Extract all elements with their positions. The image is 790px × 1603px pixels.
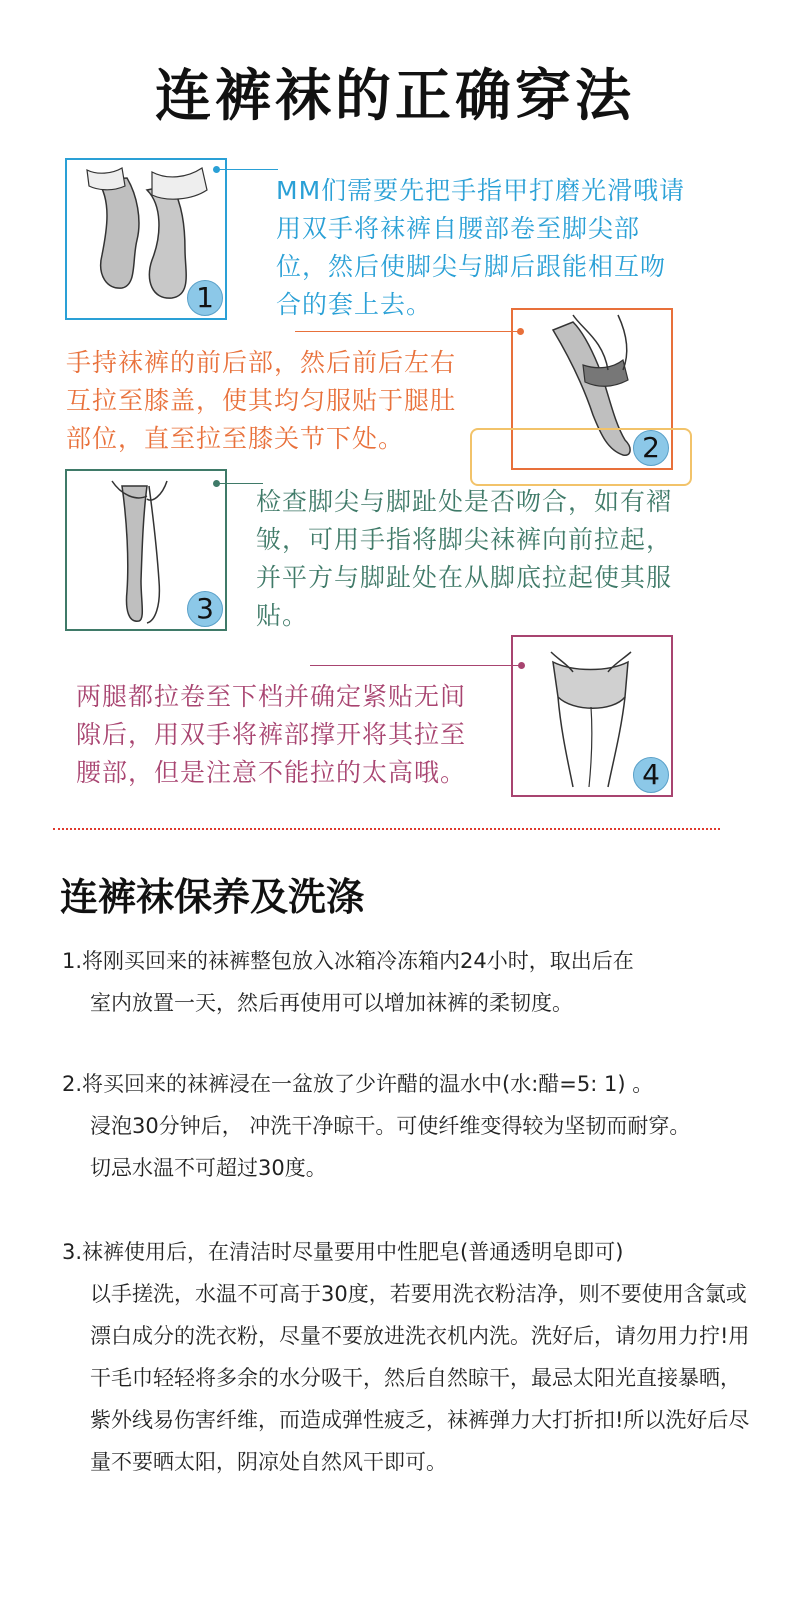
step-2-number: 2 bbox=[633, 430, 669, 466]
care-item-2 bbox=[62, 1063, 762, 1189]
step-1-illustration bbox=[65, 158, 227, 320]
step-2-highlight bbox=[470, 428, 692, 486]
step-2-connector-dot bbox=[517, 328, 524, 335]
step-2-text: 手持袜裤的前后部，然后前后左右互拉至膝盖，使其均匀服贴于腿肚部位，直至拉至膝关节下处。 bbox=[66, 348, 457, 453]
care-section-title: 连裤袜保养及洗涤 bbox=[60, 875, 365, 919]
section-divider bbox=[53, 828, 720, 830]
step-1-connector bbox=[218, 169, 278, 170]
care-item-3-rest: 以手搓洗，水温不可高于30度，若要用洗衣粉洁净，则不要使用含氯或漂白成分的洗衣粉，尽量不要放进洗衣机内洗。洗好后，请勿用力拧!用干毛巾轻轻将多余的水分吸干，然后自然晾干，最忌太阳光直接暴晒，紫外线易伤害纤维，而造成弹性疲乏，袜裤弹力大打折扣!所以洗好后尽量不要晒太阳，阴凉处自然风干即可。 bbox=[90, 1282, 750, 1474]
step-2-connector bbox=[295, 331, 520, 332]
care-item-3-first-line: 3.袜裤使用后，在清洁时尽量要用中性肥皂(普通透明皂即可) bbox=[62, 1240, 624, 1264]
care-item-3 bbox=[62, 1231, 762, 1483]
step-4-number: 4 bbox=[633, 757, 669, 793]
care-item-2-rest: 浸泡30分钟后， 冲洗干净晾干。可使纤维变得较为坚韧而耐穿。切忌水温不可超过30度。 bbox=[90, 1114, 691, 1180]
care-item-1-first-line: 1.将刚买回来的袜裤整包放入冰箱冷冻箱内24小时，取出后在 bbox=[62, 949, 634, 973]
step-4-connector-dot bbox=[518, 662, 525, 669]
care-item-2-first-line: 2.将买回来的袜裤浸在一盆放了少许醋的温水中(水:醋=5: 1) 。 bbox=[62, 1072, 654, 1096]
step-4-text: 两腿都拉卷至下档并确定紧贴无间隙后，用双手将裤部撑开将其拉至腰部，但是注意不能拉的太高哦。 bbox=[76, 682, 467, 787]
care-item-1-rest: 室内放置一天，然后再使用可以增加袜裤的柔韧度。 bbox=[90, 991, 573, 1015]
page-title: 连裤袜的正确穿法 bbox=[155, 64, 635, 129]
step-3-illustration bbox=[65, 469, 227, 631]
step-3-number: 3 bbox=[187, 591, 223, 627]
care-item-1 bbox=[62, 940, 762, 1024]
step-1-text: MM们需要先把手指甲打磨光滑哦请用双手将袜裤自腰部卷至脚尖部位，然后使脚尖与脚后跟能相互吻合的套上去。 bbox=[276, 176, 686, 319]
step-4-illustration bbox=[511, 635, 673, 797]
step-3-text: 检查脚尖与脚趾处是否吻合，如有褶皱，可用手指将脚尖袜裤向前拉起，并平方与脚趾处在从脚底拉起使其服贴。 bbox=[256, 487, 673, 630]
step-1-number: 1 bbox=[187, 280, 223, 316]
step-4-connector bbox=[310, 665, 522, 666]
